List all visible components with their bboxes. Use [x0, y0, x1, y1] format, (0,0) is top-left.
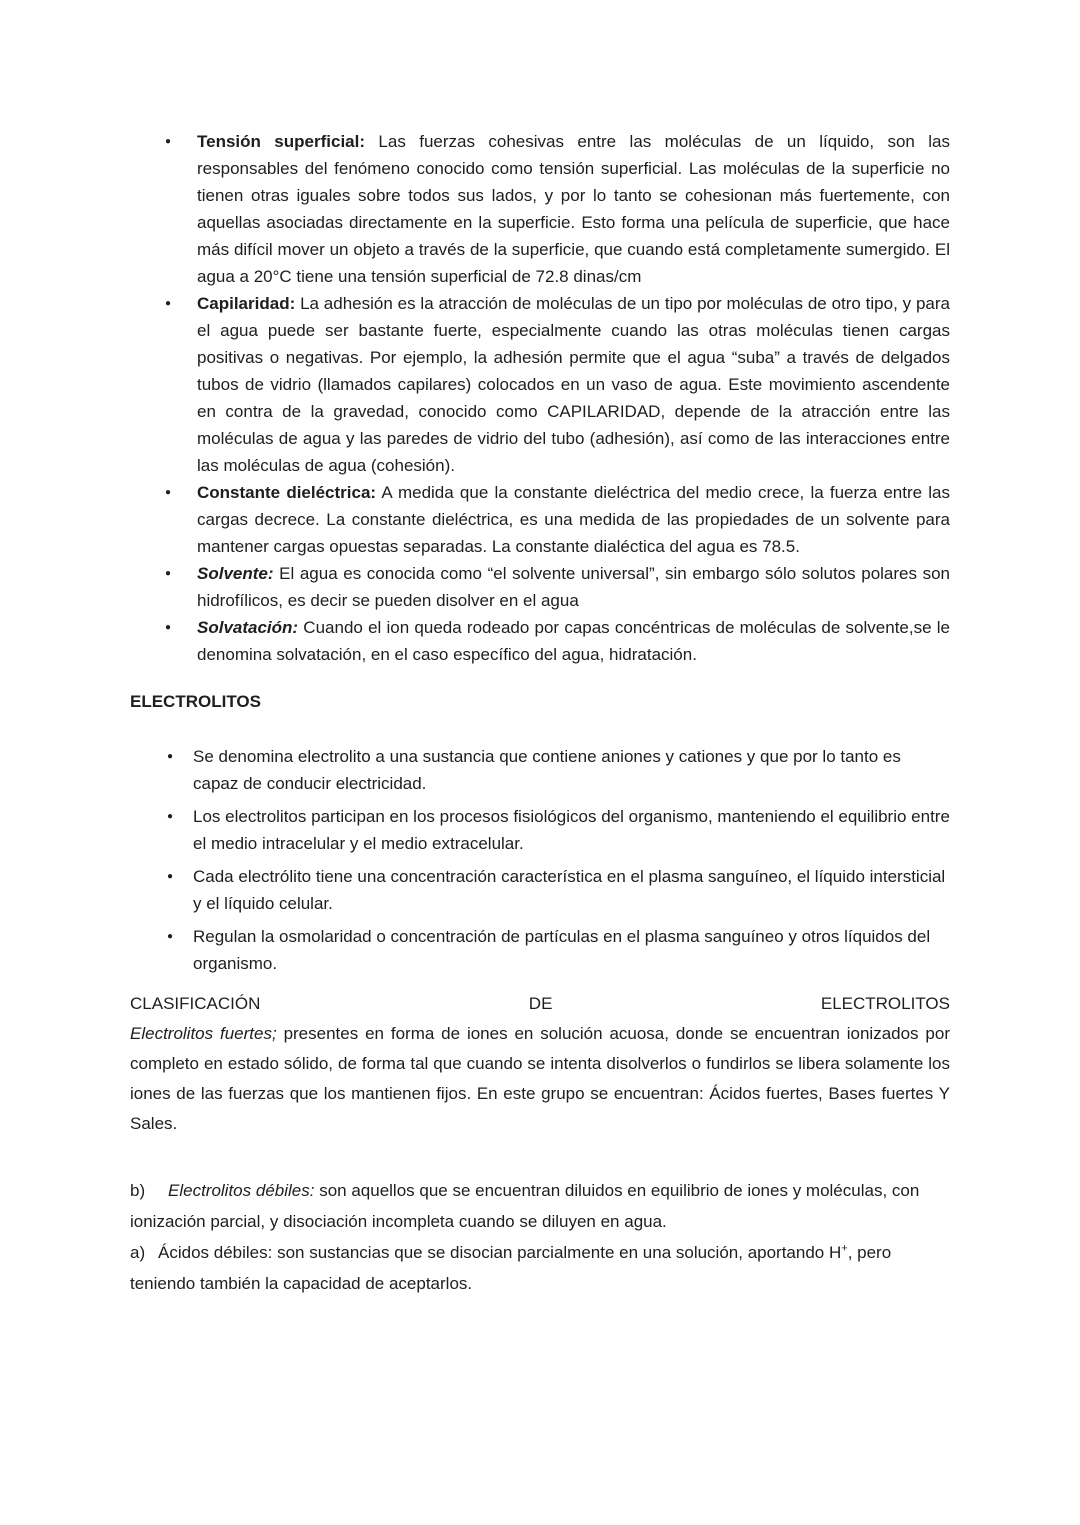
bullet-icon: ● [167, 931, 174, 942]
paragraph-text: , pero teniendo también la capacidad de aceptarlos. [130, 1243, 892, 1293]
list-item-solvatacion [130, 614, 950, 668]
term-label: Solvatación: [197, 618, 299, 637]
item-text: Las fuerzas cohesivas entre las moléculas de un líquido, son las responsables del fenómeno conocido como tensión superficial. Las moléculas de la superficie no tienen otras iguales sobre todos sus lados, y por lo tanto se cohesionan más fuertemente, con aquellas asociadas directamente en la superficie. Esto forma una película de superficie, que hace más difícil mover un objeto a través de la superficie, que cuando está completamente sumergido. El agua a 20°C tiene una tensión superficial de 72.8 dinas/cm [197, 132, 951, 286]
paragraph-text: Ácidos débiles: son sustancias que se disocian parcialmente en una solución, aportando H [158, 1243, 842, 1262]
properties-bullet-list [130, 128, 950, 668]
bullet-icon: ● [167, 871, 174, 882]
list-marker-b: b) [130, 1181, 146, 1200]
item-text: Cada electrólito tiene una concentración característica en el plasma sanguíneo, el líquido intersticial y el líquido celular. [193, 867, 946, 913]
paragraph-text: presentes en forma de iones en solución acuosa, donde se encuentran ionizados por completo en estado sólido, de forma tal que cuando se intenta disolverlos o fundirlos se libera solamente los iones de las fuerzas que los mantienen fijos. En este grupo se encuentran: Ácidos fuertes, Bases fuertes Y Sales. [130, 1024, 950, 1133]
bullet-icon: ● [165, 136, 172, 147]
list-item-content [197, 290, 950, 479]
list-item-capilaridad [130, 290, 950, 479]
term-label: Tensión superficial: [197, 132, 366, 151]
list-marker-a: a) [130, 1243, 146, 1262]
paragraph-text: son aquellos que se encuentran diluidos en equilibrio de iones y moléculas, con ionización parcial, y disociación incompleta cuando se diluyen en agua. [130, 1181, 920, 1231]
clasificacion-title-word: CLASIFICACIÓN [130, 994, 261, 1013]
clasificacion-title-word: ELECTROLITOS [820, 994, 950, 1013]
clasificacion-title-word: DE [528, 994, 553, 1013]
list-item-constante-dielectrica [130, 479, 950, 560]
item-text: Cuando el ion queda rodeado por capas concéntricas de moléculas de solvente,se le denomina solvatación, en el caso específico del agua, hidratación. [197, 618, 950, 664]
item-text: El agua es conocida como “el solvente universal”, sin embargo sólo solutos polares son hidrofílicos, es decir se pueden disolver en el agua [197, 564, 950, 610]
term-label: Constante dieléctrica: [197, 483, 377, 502]
clasificacion-title [130, 989, 950, 1019]
list-item-content [197, 128, 950, 290]
paragraph-electrolitos-debiles [130, 1175, 950, 1237]
item-text: A medida que la constante dieléctrica del medio crece, la fuerza entre las cargas decrece. La constante dieléctrica, es una medida de las propiedades de un solvente para mantener cargas opuestas separadas. La constante dialéctica del agua es 78.5. [197, 483, 950, 556]
paragraph-acidos-debiles [130, 1237, 950, 1299]
term-label: Solvente: [197, 564, 274, 583]
list-item-concentracion-caracteristica [130, 863, 950, 917]
bullet-icon: ● [165, 622, 172, 633]
list-item-solvente [130, 560, 950, 614]
bullet-icon: ● [167, 811, 174, 822]
bullet-icon: ● [165, 487, 172, 498]
section-heading-electrolitos: ELECTROLITOS [130, 692, 261, 711]
item-text: Los electrolitos participan en los procesos fisiológicos del organismo, manteniendo el equilibrio entre el medio intracelular y el medio extracelular. [193, 807, 950, 853]
item-text: Regulan la osmolaridad o concentración de partículas en el plasma sanguíneo y otros líquidos del organismo. [193, 927, 931, 973]
item-text: La adhesión es la atracción de moléculas de un tipo por moléculas de otro tipo, y para el agua puede ser bastante fuerte, especialmente cuando las otras moléculas tienen cargas positivas o negativas. Por ejemplo, la adhesión permite que el agua “suba” a través de delgados tubos de vidrio (llamados capilares) colocados en un vaso de agua. Este movimiento ascendente en contra de la gravedad, conocido como CAPILARIDAD, depende de la atracción entre las moléculas de agua y las paredes de vidrio del tubo (adhesión), así como de las interacciones entre las moléculas de agua (cohesión). [197, 294, 950, 475]
electrolitos-bullet-list [130, 743, 950, 977]
paragraph-electrolitos-fuertes [130, 1019, 950, 1139]
list-item-tension-superficial [130, 128, 950, 290]
bullet-icon: ● [165, 568, 172, 579]
term-label: Capilaridad: [197, 294, 296, 313]
bullet-icon: ● [165, 298, 172, 309]
superscript-plus: + [841, 1242, 848, 1255]
list-item-content [197, 614, 950, 668]
bullet-icon: ● [167, 751, 174, 762]
list-item-procesos-fisiologicos [130, 803, 950, 857]
term-label: Electrolitos débiles: [168, 1181, 315, 1200]
list-item-definicion-electrolito [130, 743, 950, 797]
list-item-osmolaridad [130, 923, 950, 977]
debiles-acidos-block [130, 1175, 950, 1299]
item-text: Se denomina electrolito a una sustancia que contiene aniones y cationes y que por lo tanto es capaz de conducir electricidad. [193, 747, 901, 793]
list-item-content [197, 560, 950, 614]
list-item-content [197, 479, 950, 560]
term-label: Electrolitos fuertes; [130, 1024, 277, 1043]
